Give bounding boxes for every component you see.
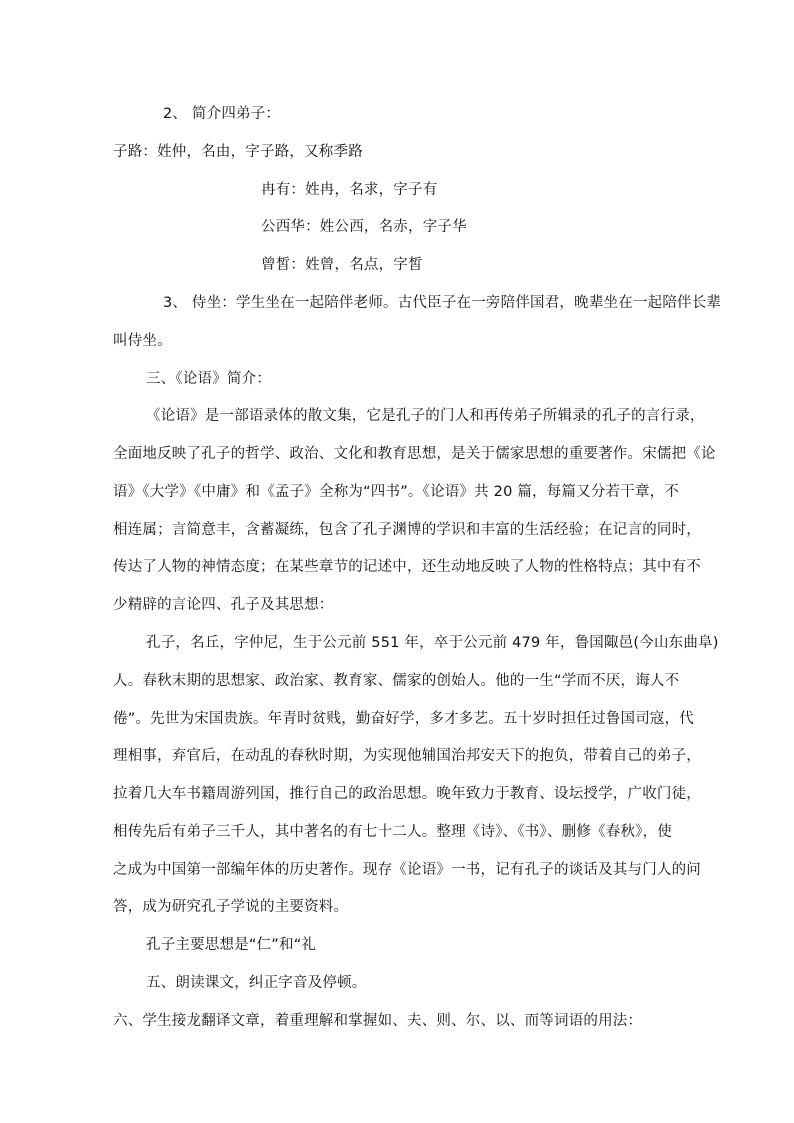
- disciple-ranyou: 冉有：姓冉，名求，字子有: [261, 182, 438, 198]
- section-3-line-2: 叫侍坐。: [113, 333, 172, 349]
- disciple-zengxi: 曾皙：姓曾，名点，字皙: [261, 257, 423, 273]
- lunyu-intro-line-2: 全面地反映了孔子的哲学、政治、文化和教育思想，是关于儒家思想的重要著作。宋儒把《论: [113, 446, 716, 462]
- confucius-line-5: 拉着几大车书籍周游列国，推行自己的政治思想。晚年致力于教育、设坛授学，广收门徒，: [113, 786, 701, 802]
- confucius-line-8: 答，成为研究孔子学说的主要资料。: [113, 899, 349, 915]
- disciple-gongxihua: 公西华：姓公西，名赤，字子华: [261, 219, 467, 235]
- confucius-thought: 孔子主要思想是“仁”和“礼: [146, 937, 317, 953]
- section-5: 五、朗读课文，纠正字音及停顿。: [146, 975, 367, 991]
- confucius-line-3: 倦”。先世为宋国贵族。年青时贫贱，勤奋好学，多才多艺。五十岁时担任过鲁国司寇，代: [113, 711, 695, 727]
- lunyu-intro-line-1: 《论语》是一部语录体的散文集，它是孔子的门人和再传弟子所辑录的孔子的言行录，: [146, 408, 705, 424]
- lunyu-intro-line-6: 少精辟的言论四、孔子及其思想：: [113, 597, 334, 613]
- lunyu-intro-line-3: 语》《大学》《中庸》和《孟子》全称为“四书”。《论语》共 20 篇，每篇又分若干章，不: [113, 484, 680, 500]
- section-2-heading: 2、 简介四弟子：: [163, 106, 281, 122]
- confucius-line-7: 之成为中国第一部编年体的历史著作。现存《论语》一书，记有孔子的谈话及其与门人的问: [113, 862, 701, 878]
- confucius-line-2: 人。春秋末期的思想家、政治家、教育家、儒家的创始人。他的一生“学而不厌，诲人不: [113, 673, 680, 689]
- confucius-line-4: 理相事，弃官后，在动乱的春秋时期，为实现他辅国治邦安天下的抱负，带着自己的弟子，: [113, 748, 701, 764]
- disciple-zilu: 子路：姓仲，名由，字子路，又称季路: [113, 144, 363, 160]
- section-6: 六、学生接龙翻译文章，着重理解和掌握如、夫、则、尔、以、而等词语的用法：: [113, 1013, 643, 1029]
- confucius-line-6: 相传先后有弟子三千人，其中著名的有七十二人。整理《诗》、《书》、删修《春秋》，使: [113, 824, 672, 840]
- lunyu-intro-line-4: 相连属；言简意丰，含蓄凝练，包含了孔子渊博的学识和丰富的生活经验；在记言的同时，: [113, 522, 701, 538]
- lunyu-intro-line-5: 传达了人物的神情态度；在某些章节的记述中，还生动地反映了人物的性格特点；其中有不: [113, 559, 701, 575]
- lunyu-intro-heading: 三、《论语》简介：: [146, 371, 272, 387]
- confucius-line-1: 孔子，名丘，字仲尼，生于公元前 551 年，卒于公元前 479 年，鲁国陬邑(今山东曲阜): [146, 635, 719, 651]
- section-3-line-1: 3、 侍坐：学生坐在一起陪伴老师。古代臣子在一旁陪伴国君，晚辈坐在一起陪伴长辈: [163, 295, 722, 311]
